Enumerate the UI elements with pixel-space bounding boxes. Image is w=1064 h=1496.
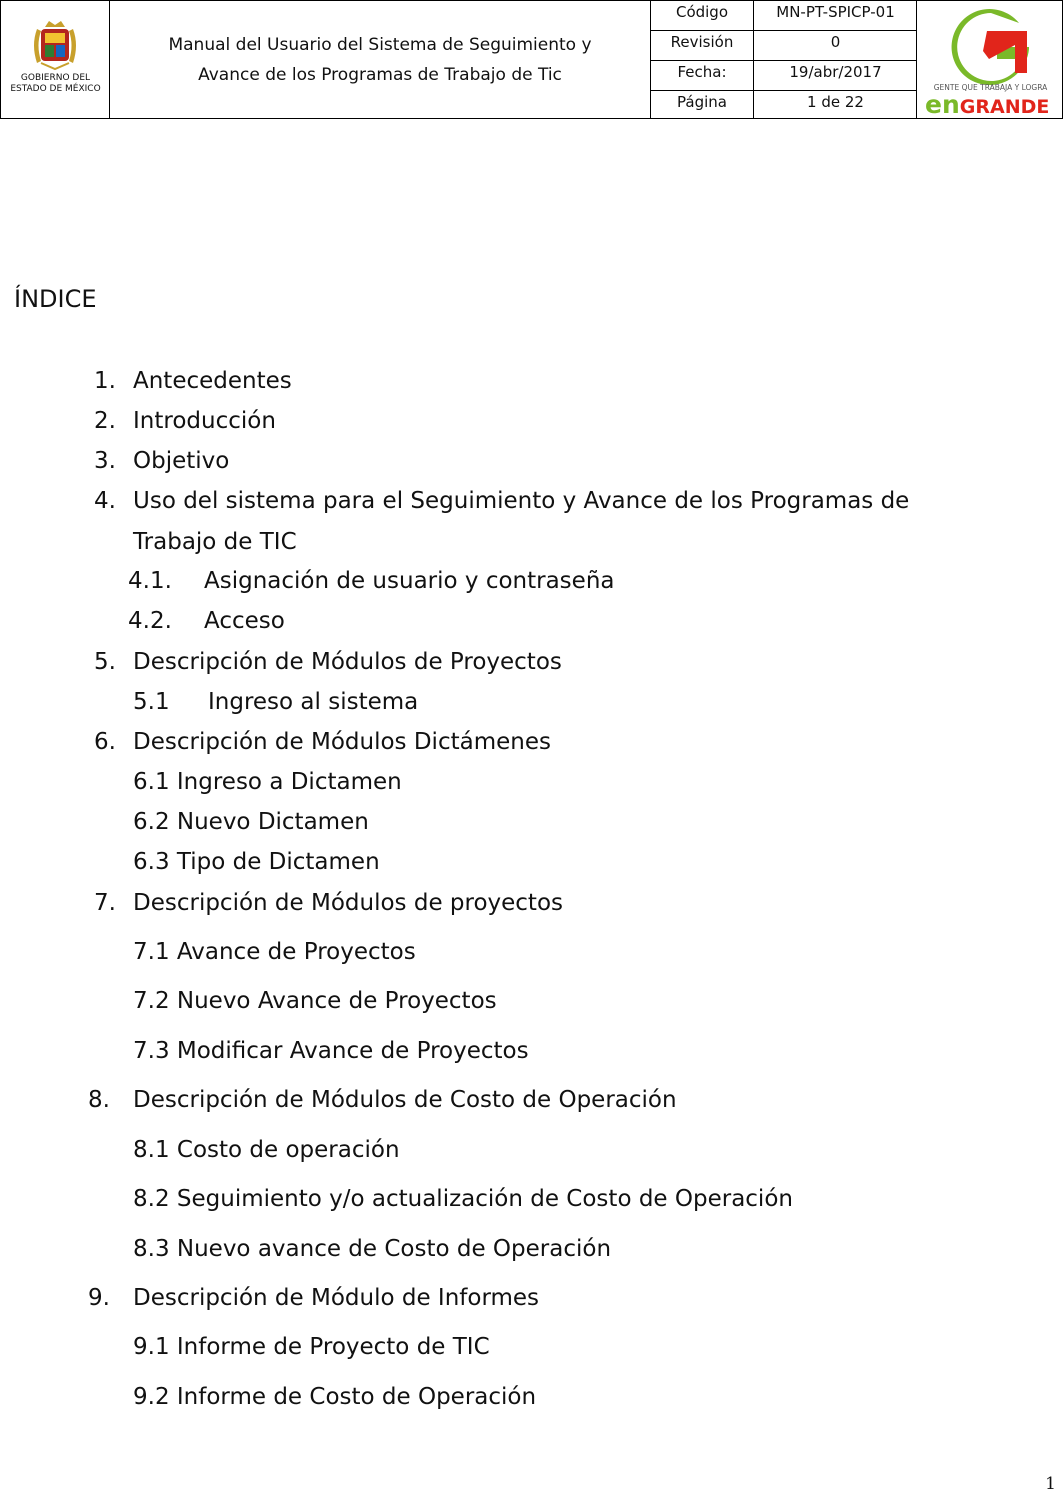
meta-label: Revisión [651,31,754,60]
toc-item[interactable]: 6.1 Ingreso a Dictamen [133,769,402,795]
toc-text: Descripción de Módulos de Costo de Operación [133,1087,677,1113]
toc-item[interactable]: 8.1 Costo de operación [133,1137,400,1163]
toc-number: 1. [94,368,116,394]
meta-label: Código [651,1,754,30]
toc-item[interactable]: 9.2 Informe de Costo de Operación [133,1384,537,1410]
toc-text: Ingreso al sistema [208,689,419,715]
meta-row-revision [651,31,917,61]
toc-number: 7. [94,890,116,916]
document-title [110,1,651,119]
meta-label: Página [651,91,754,119]
meta-value: MN-PT-SPICP-01 [776,3,895,21]
meta-row-fecha [651,61,917,91]
title-line-2: Avance de los Programas de Trabajo de Tic [198,65,562,85]
engrande-grande: GRANDE [959,96,1050,118]
toc-text: Descripción de Módulo de Informes [133,1285,540,1311]
document-header [0,0,1063,119]
toc-number: 5.1 [133,689,170,715]
toc-text: Acceso [204,608,285,634]
toc-item[interactable]: 8.2 Seguimiento y/o actualización de Costo de Operación [133,1186,793,1212]
toc-item[interactable]: 7.1 Avance de Proyectos [133,939,416,965]
toc-text: Uso del sistema para el Seguimiento y Avance de los Programas de [133,488,910,514]
meta-label: Fecha: [651,61,754,90]
toc-text: Objetivo [133,448,230,474]
toc-number: 4. [94,488,116,514]
engrande-en: en [925,90,960,119]
engrande-tagline: GENTE QUE TRABAJA Y LOGRA [933,83,1048,92]
meta-value: 19/abr/2017 [789,63,882,81]
toc-item[interactable]: 6.2 Nuevo Dictamen [133,809,369,835]
engrande-logo [917,1,1064,119]
title-line-1: Manual del Usuario del Sistema de Seguimiento y [168,35,592,55]
meta-row-pagina [651,91,917,119]
page-number: 1 [1045,1474,1056,1494]
toc-text: Introducción [133,408,276,434]
toc-number: 6. [94,729,116,755]
document-meta-table [651,1,917,119]
toc-item[interactable]: 7.2 Nuevo Avance de Proyectos [133,988,497,1014]
meta-value: 1 de 22 [807,93,864,111]
coat-of-arms-icon [1,1,110,119]
toc-number: 4.2. [128,608,172,634]
toc-item[interactable]: 9.1 Informe de Proyecto de TIC [133,1334,490,1360]
toc-number: 9. [88,1285,110,1311]
toc-number: 5. [94,649,116,675]
index-heading: ÍNDICE [14,285,97,313]
toc-number: 8. [88,1087,110,1113]
toc-item[interactable]: 6.3 Tipo de Dictamen [133,849,380,875]
toc-text: Descripción de Módulos de proyectos [133,890,564,916]
toc-number: 3. [94,448,116,474]
logo-left-text-2: ESTADO DE MÉXICO [10,84,101,94]
meta-value: 0 [830,33,841,51]
meta-row-codigo [651,1,917,31]
toc-text: Descripción de Módulos de Proyectos [133,649,562,675]
toc-item[interactable]: 8.3 Nuevo avance de Costo de Operación [133,1236,612,1262]
toc-item[interactable]: 7.3 Modificar Avance de Proyectos [133,1038,529,1064]
toc-number: 4.1. [128,568,172,594]
engrande-wordmark [925,90,1064,119]
toc-item-continuation: Trabajo de TIC [133,529,297,555]
toc-text: Antecedentes [133,368,292,394]
gobierno-logo [1,1,110,119]
toc-text: Asignación de usuario y contraseña [204,568,615,594]
toc-number: 2. [94,408,116,434]
logo-left-text-1: GOBIERNO DEL [20,73,91,83]
toc-text: Descripción de Módulos Dictámenes [133,729,551,755]
